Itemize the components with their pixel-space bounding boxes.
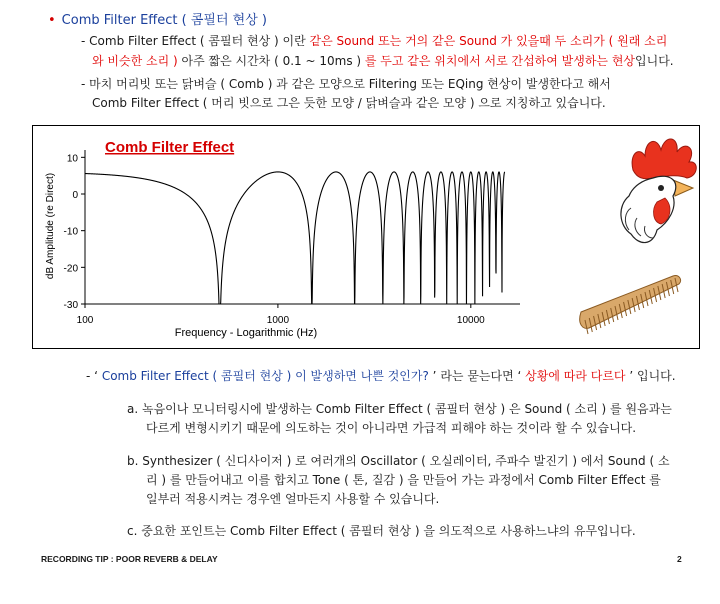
quote-open: ‘ [94, 369, 102, 383]
footer-title: RECORDING TIP : POOR REVERB & DELAY [41, 554, 218, 564]
y-tick-label: -10 [63, 226, 78, 238]
x-tick-label: 100 [76, 315, 94, 326]
point-b-line-2 [146, 470, 661, 490]
highlight-text: 를 두고 같은 위치에서 서로 간섭하여 발생하는 현상 [364, 54, 636, 68]
highlight-text: 같은 Sound 또는 거의 같은 Sound 가 있을때 두 소리가 ( 원래 소리 [309, 34, 668, 48]
rooster-eye [658, 185, 664, 191]
y-tick-label: 0 [72, 190, 78, 201]
rooster-illustration [621, 139, 696, 243]
comb-filter-chart [33, 126, 699, 348]
intro-text: 입니다. [635, 54, 674, 68]
point-c [127, 521, 636, 541]
point-marker: b. [127, 454, 139, 468]
quote-close: ’ [625, 369, 634, 383]
y-tick-label: -20 [63, 263, 78, 275]
question-text: Comb Filter Effect ( 콤필터 현상 ) 이 발생하면 나쁜 것인가? [101, 369, 429, 383]
x-tick-label: 1000 [266, 315, 290, 326]
point-marker: a. [127, 402, 139, 416]
x-axis-label: Frequency - Logarithmic (Hz) [174, 327, 318, 339]
connector-text: 라는 묻는다면 [436, 369, 518, 383]
point-text: 녹음이나 모니터링시에 발생하는 Comb Filter Effect ( 콤필터 현상 ) 은 Sound ( 소리 ) 를 원음과는 [142, 402, 672, 416]
quote-close: ’ [428, 369, 437, 383]
section-title: Comb Filter Effect ( 콤필터 현상 ) [61, 13, 267, 28]
dash-marker: - [81, 77, 86, 91]
point-a [127, 399, 672, 419]
point-a-line-2 [146, 418, 636, 438]
intro-paragraph-2 [81, 74, 611, 94]
point-text: 리 ) 를 만들어내고 이를 합치고 Tone ( 톤, 질감 ) 을 만들어 가는 과정에서 Comb Filter Effect 를 [146, 473, 661, 487]
x-axis [77, 304, 520, 326]
point-marker: c. [127, 524, 138, 538]
point-text: 다르게 변형시키기 때문에 의도하는 것이 아니라면 가급적 피해야 하는 것이라 할 수 있습니다. [146, 421, 637, 435]
intro-text: 마치 머리빗 또는 닭벼슬 ( Comb ) 과 같은 모양으로 Filtering 또는 EQing 현상이 발생한다고 해서 [89, 77, 611, 91]
intro-text: 아주 짧은 시간차 ( 0.1 ~ 10ms ) [177, 54, 365, 68]
point-text: 일부러 적용시켜는 경우엔 얼마든지 사용할 수 있습니다. [146, 492, 440, 506]
y-tick-label: 10 [66, 153, 78, 165]
bullet-marker: • [48, 13, 56, 28]
highlight-text: 와 비슷한 소리 ) [92, 54, 178, 68]
point-b [127, 451, 670, 471]
chart-title: Comb Filter Effect [105, 139, 235, 156]
intro-paragraph-1 [81, 31, 667, 51]
dash-marker: - [86, 369, 91, 383]
page-number: 2 [677, 554, 682, 564]
comb-filter-figure [32, 125, 700, 349]
intro-text: Comb Filter Effect ( 머리 빗으로 그은 듯한 모양 / 닭벼슬과 같은 모양 ) 으로 지칭하고 있습니다. [92, 96, 606, 110]
point-text: 중요한 포인트는 Comb Filter Effect ( 콤필터 현상 ) 을 의도적으로 사용하느냐의 유무입니다. [141, 524, 636, 538]
intro-paragraph-2-line-2 [92, 93, 606, 113]
dash-marker: - [81, 34, 86, 48]
y-axis [64, 150, 85, 311]
point-b-line-3 [146, 489, 439, 509]
x-tick-label: 10000 [456, 315, 485, 326]
intro-paragraph-1-line-2 [92, 51, 674, 71]
question-line [86, 366, 676, 386]
comb-illustration [580, 276, 681, 334]
ending-text: 입니다. [633, 369, 676, 383]
y-axis-label: dB Amplitude (re Direct) [45, 172, 56, 280]
quote-open: ‘ [517, 369, 526, 383]
answer-text: 상황에 따라 다르다 [525, 369, 626, 383]
intro-text: Comb Filter Effect ( 콤필터 현상 ) 이란 [89, 34, 310, 48]
section-heading [48, 9, 267, 28]
point-text: Synthesizer ( 신디사이저 ) 로 여러개의 Oscillator ( 오실레이터, 주파수 발진기 ) 에서 Sound ( 소 [142, 454, 670, 468]
y-tick-label: -30 [63, 300, 78, 311]
comb-filter-curve [85, 172, 505, 304]
